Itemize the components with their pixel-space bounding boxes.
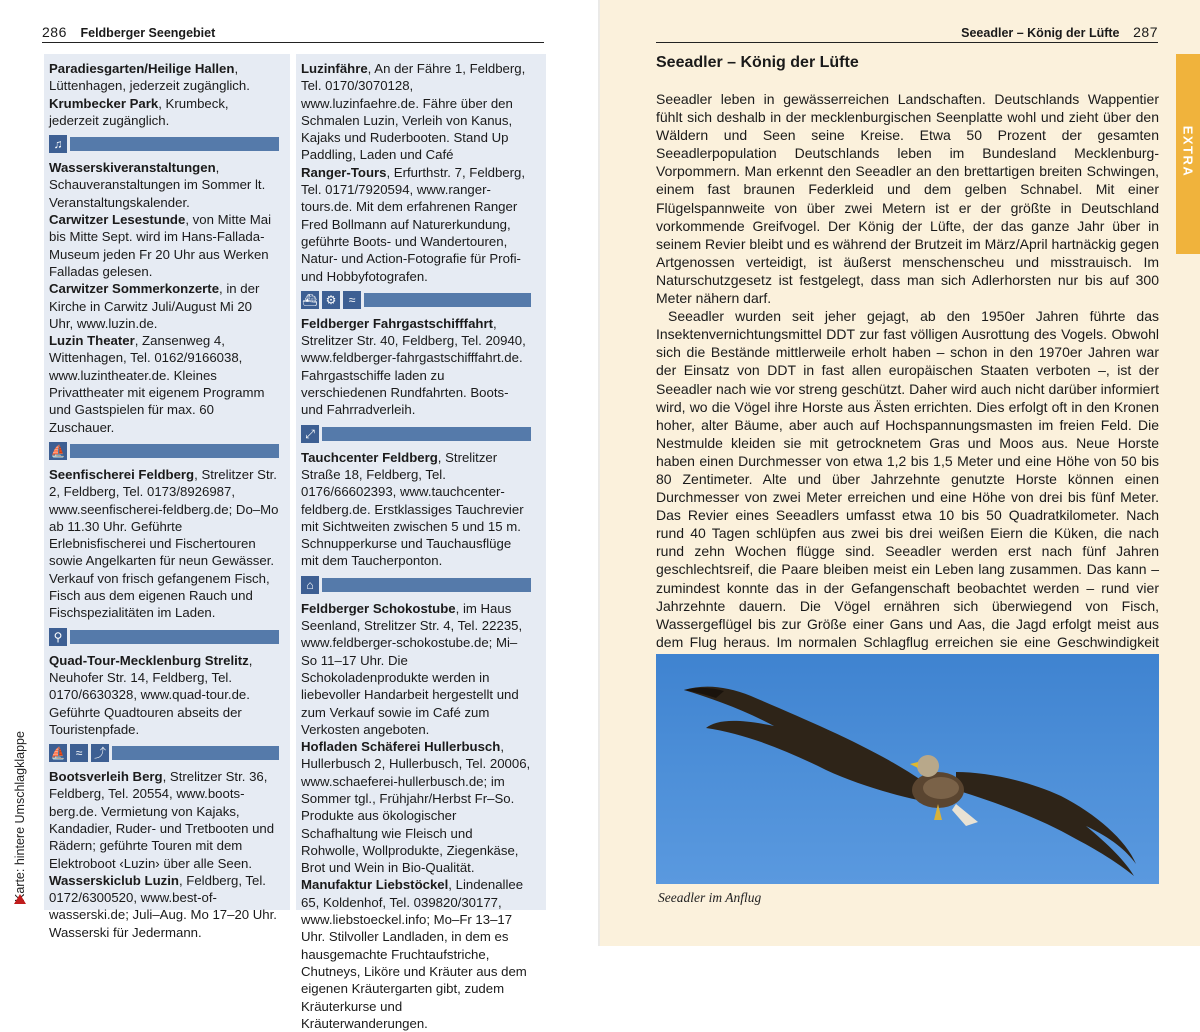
- listing-entry: [301, 449, 531, 570]
- listing-details: , Lindenallee 65, Koldenhof, Tel. 039820/30177, www.liebstoeckel.info; Mo–Fr 13–17 Uhr. Stilvoller Landladen, in dem es hausgemachte Fruchtaufstriche, Chutneys, Liköre und Kräuter aus dem eigenen Kräutergarten gibt, zudem Kräuterkurse und Kräuterwanderungen.: [301, 877, 527, 1031]
- listing-details: , Strelitzer Str. 2, Feldberg, Tel. 0173/8926987, www.seenfischerei-feldberg.de; Do–Mo ab 11.30 Uhr. Geführte Erlebnisfischerei und Fischertouren sowie Angelkarten für neun Gewässer. Verkauf von frisch gefangenem Fisch, Fisch aus dem eigenen Rauch und Fischspezialitäten im Laden.: [49, 466, 279, 621]
- listing-entry: [49, 60, 279, 95]
- left-running-head: [42, 24, 544, 43]
- listing-details: , An der Fähre 1, Feldberg, Tel. 0170/3070128, www.luzinfaehre.de. Fähre über den Schmalen Luzin, Verleih von Kanus, Kajaks und Ruderbooten. Stand Up Paddling, Laden und Café: [301, 61, 526, 163]
- listing-entry: [301, 738, 531, 876]
- listing-details: , Strelitzer Str. 40, Feldberg, Tel. 20940, www.feldberger-fahrgastschifffahrt.de. Fahrgastschiffe laden zu verschiedenen Rundfahrten. Boots- und Fahrradverleih.: [301, 315, 526, 418]
- category-divider: [322, 578, 531, 592]
- right-running-head: [656, 24, 1158, 43]
- sea-eagle-illustration: [656, 654, 1159, 884]
- listing-details: , Schauveranstaltungen im Sommer lt. Veranstaltungskalender.: [49, 160, 266, 210]
- listing-column-1: [44, 54, 284, 940]
- listing-details: , Krumbeck, jederzeit zugänglich.: [49, 95, 229, 128]
- listing-name: Paradiesgarten/Heilige Hallen: [49, 61, 235, 76]
- listing-name: Seenfischerei Feldberg: [49, 466, 195, 482]
- music-icon: ♫: [49, 135, 67, 153]
- category-bar: [49, 628, 279, 646]
- listing-entry: [301, 600, 531, 738]
- listing-details: , Neuhofer Str. 14, Feldberg, Tel. 0170/6630328, www.quad-tour.de. Geführte Quadtouren abseits der Touristenpfade.: [49, 652, 253, 737]
- listing-name: Feldberger Fahrgastschifffahrt: [301, 315, 493, 331]
- listing-entry: [49, 872, 279, 941]
- category-divider: [112, 746, 279, 760]
- category-bar: [49, 135, 279, 153]
- listing-name: Luzin Theater: [49, 333, 135, 349]
- listing-entry: [301, 315, 531, 419]
- shop-icon: ⌂: [301, 576, 319, 594]
- listing-name: Tauchcenter Feldberg: [301, 449, 438, 465]
- listing-name: Carwitzer Lesestunde: [49, 212, 186, 228]
- listing-column-2: [296, 54, 536, 1031]
- magnifier-icon: ⚲: [49, 628, 67, 646]
- listing-entry: [49, 211, 279, 280]
- listing-name: Carwitzer Sommerkonzerte: [49, 281, 220, 297]
- listing-name: Krumbecker Park: [49, 95, 159, 111]
- listing-entry: [301, 60, 531, 164]
- canoe-icon: ≈: [343, 291, 361, 309]
- fishing-boat-icon: ⛵: [50, 443, 66, 458]
- category-bar: [301, 291, 531, 309]
- canoe-icon: ≈: [70, 744, 88, 762]
- map-reference-label[interactable]: [10, 690, 30, 910]
- category-divider: [322, 427, 531, 441]
- listing-name: Manufaktur Liebstöckel: [301, 877, 449, 893]
- listing-entry: [49, 159, 279, 211]
- listing-entry: [301, 876, 531, 1032]
- listing-entry: [49, 280, 279, 332]
- listing-details: , Strelitzer Straße 18, Feldberg, Tel. 0176/66602393, www.tauchcenter-feldberg.de. Erstklassiges Tauchrevier mit Sichtweiten zwischen 5 und 15 m. Schnupperkurse und Tauchausflüge mit dem Taucherponton.: [301, 449, 524, 569]
- listing-name: Wasserskiclub Luzin: [49, 872, 179, 888]
- listing-entry: [49, 466, 279, 622]
- listing-name: Bootsverleih Berg: [49, 769, 163, 785]
- listing-entry: [49, 332, 279, 436]
- category-divider: [70, 444, 279, 458]
- listing-details: , Erfurthstr. 7, Feldberg, Tel. 0171/7920594, www.ranger-tours.de. Mit dem erfahrenen Ranger Fred Bollmann auf Naturerkundung, geführte Boots- und Wandertouren, Natur- und Action-Fotografie für Profi- und Hobbyfotografen.: [301, 164, 526, 284]
- listing-name: Hofladen Schäferei Hullerbusch: [301, 739, 501, 755]
- category-bar: [49, 744, 279, 762]
- listing-details: , Lüttenhagen, jederzeit zugänglich.: [49, 61, 250, 94]
- left-page-number: 286: [42, 24, 67, 40]
- listing-name: Quad-Tour-Mecklenburg Strelitz: [49, 652, 249, 668]
- listing-name: Luzinfähre: [301, 61, 368, 76]
- ship-icon: ⛴: [302, 292, 318, 307]
- listing-details: , von Mitte Mai bis Mitte Sept. wird im Hans-Fallada-Museum jeden Fr 20 Uhr aus Werken Falladas gelesen.: [49, 212, 272, 279]
- article-paragraph-1: Seeadler leben in gewässerreichen Landschaften. Deutschlands Wappentier fühlt sich deshalb in der mecklenburgischen Seenplatte wohl und zieht über den Wäldern und Seen seine Kreise. Etwa 50 Prozent der gesamten Seeadlerpopulation Deutschlands leben im Bundesland Mecklenburg-Vorpommern. Man erkennt den Seeadler an den brettartigen breiten Schwingen, einem fast braunen Federkleid und dem gelben Schnabel. Mit einer Flügelspannweite von über zwei Metern ist er der größte in Deutschland vorkommende Greifvogel. Der König der Lüfte, der das ganze Jahr über in seinem Revier bleibt und es während der Brutzeit im März/April hartnäckig gegen Artgenossen verteidigt, ist äußerst menschenscheu und misstrauisch. Im Naturschutzgesetz ist festgelegt, dass man sich Adlerhorsten nur bis auf 300 Meter nähern darf.: [656, 91, 1159, 307]
- right-page-number: 287: [1133, 24, 1158, 40]
- listing-details: , in der Kirche in Carwitz Juli/August Mi 20 Uhr, www.luzin.de.: [49, 281, 260, 331]
- listing-details: , Hullerbusch 2, Hullerbusch, Tel. 20006, www.schaeferei-hullerbusch.de; im Sommer tgl., Frühjahr/Herbst Fr–So. Produkte aus ökologischer Schafhaltung wie Fleisch und Rohwolle, Wollprodukte, Ziegenkäse, Brot und Wein in Bio-Qualität.: [301, 739, 531, 876]
- bicycle-icon: ⚙: [322, 291, 340, 309]
- category-bar: [49, 442, 279, 460]
- photo-caption: Seeadler im Anflug: [658, 890, 762, 905]
- extra-section-tab[interactable]: [1176, 54, 1200, 254]
- category-bar: [301, 425, 531, 443]
- listing-entry: [49, 768, 279, 872]
- listing-name: Feldberger Schokostube: [301, 600, 456, 616]
- left-page: [0, 0, 600, 1031]
- listing-entry: [301, 164, 531, 285]
- sailboat-icon: ⛵: [50, 746, 66, 761]
- diving-icon: ⤢: [301, 425, 319, 443]
- listing-name: Ranger-Tours: [301, 164, 387, 180]
- category-divider: [70, 137, 279, 151]
- listing-column-2-content: [296, 54, 536, 1032]
- article-body: [656, 90, 1159, 669]
- listing-details: , Zansenweg 4, Wittenhagen, Tel. 0162/9166038, www.luzintheater.de. Kleines Privattheater mit eigenem Programm und Gastspielen für max. 60 Zuschauer.: [49, 333, 265, 435]
- extra-tab-label: EXTRA: [1180, 125, 1196, 178]
- listing-name: Wasserskiveranstaltungen: [49, 160, 216, 176]
- listing-entry: [49, 95, 279, 130]
- category-bar: [301, 576, 531, 594]
- article-paragraph-2: Seeadler wurden seit jeher gejagt, ab den 1950er Jahren führte das Insektenvernichtungsmittel DDT zur fast völligen Ausrottung des Vogels. Obwohl sich die Bestände mittlerweile erholt haben – schon in den 1970er Jahren war der Einsatz von DDT in fast allen europäischen Staaten verboten –, ist der Seeadler nach wie vor streng geschützt. Daher wird auch nicht darüber informiert wird, wo die Vögel ihre Horste aus Ästen errichten. Dies erfolgt oft in den Kronen hoher, alter Bäume, aber auch auf Hochspannungsmasten im freien Feld. Die Nestmulde kleiden sie mit getrocknetem Gras und Moos aus. Neue Horste haben einen Durchmesser von etwa 1,2 bis 1,5 Meter und eine Höhe von 50 bis 80 Zentimeter. Alte und über Jahrzehnte genutzte Horste können einen Durchmesser von zwei Meter erreichen und eine Höhe von drei bis fünf Meter. Das Revier eines Seeadlers umfasst etwa 10 bis 50 Quadratkilometer. Nach rund 40 Tagen schlüpfen aus zwei bis drei weißen Eiern die Küken, die nach rund zehn Wochen flügge sind. Seeadler werden erst nach fünf Jahren geschlechtsreif, die Paare bleiben meist ein Leben lang zusammen. Das kann – zumindest konnte das in der Gefangenschaft beobachtet werden – rund vier Jahrzehnte dauern. Die Vögel ernähren sich überwiegend von Fisch, Wassergeflügel bis zur Größe einer Gans und Aas, die Jagd erfolgt meist aus dem Flug heraus. Im normalen Schlagflug erreichen sie eine Geschwindigkeit: [656, 308, 1159, 650]
- article-title: Seeadler – König der Lüfte: [656, 54, 859, 71]
- right-header-title: Seeadler – König der Lüfte: [961, 26, 1120, 40]
- eagle-photo: [656, 654, 1159, 884]
- left-header-title: Feldberger Seengebiet: [80, 26, 216, 40]
- listing-entry: [49, 652, 279, 738]
- listing-column-1-content: [44, 54, 284, 941]
- map-reference-text: Karte: hintere Umschlagklappe: [13, 731, 27, 902]
- listing-details: , Feldberg, Tel. 0172/6300520, www.best-of-wasserski.de; Juli–Aug. Mo 17–20 Uhr. Wasserski für Jedermann.: [49, 872, 277, 940]
- category-divider: [70, 630, 279, 644]
- arrow-up-icon: [14, 894, 26, 904]
- category-divider: [364, 293, 531, 307]
- waterski-icon: ⤴: [91, 744, 109, 762]
- listing-details: , im Haus Seenland, Strelitzer Str. 4, Tel. 22235, www.feldberger-schokostube.de; Mi–So 11–17 Uhr. Die Schokoladenprodukte werden in liebevoller Handarbeit hergestellt und zum Verkauf sowie im Café zum Verkosten angeboten.: [301, 600, 523, 737]
- listing-details: , Strelitzer Str. 36, Feldberg, Tel. 20554, www.boots-berg.de. Vermietung von Kajaks, Kandadier, Ruder- und Tretbooten und Rädern; geführte Touren mit dem Elektroboot ‹Luzin› über alle Seen.: [49, 769, 275, 871]
